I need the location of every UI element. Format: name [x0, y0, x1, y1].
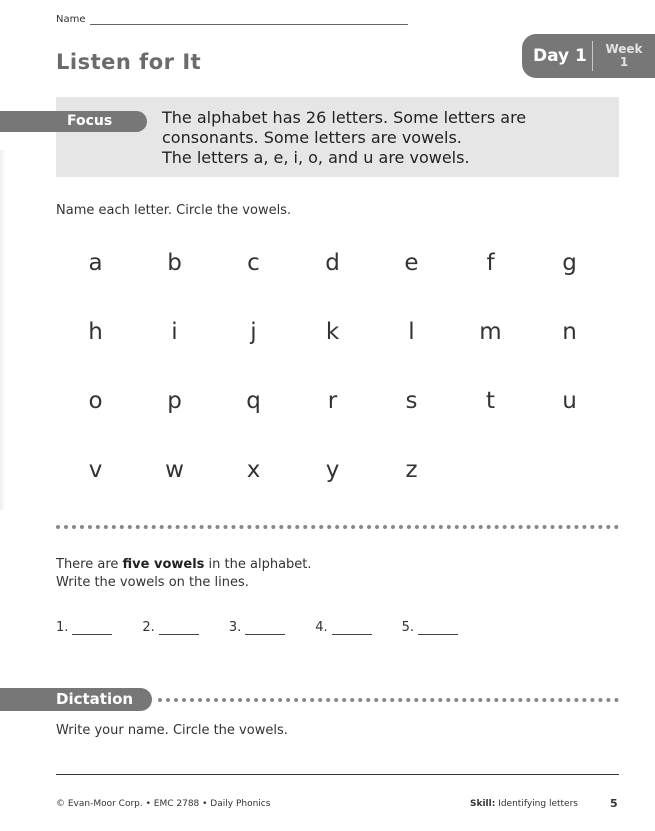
skill-label: Skill:: [470, 799, 496, 809]
blank-line[interactable]: [332, 623, 372, 635]
vowels-instruction: [56, 556, 312, 592]
dotted-divider: [158, 698, 619, 702]
vowel-blanks: [56, 620, 488, 635]
footer-publisher: © Evan-Moor Corp. • EMC 2788 • Daily Phonics: [56, 799, 271, 809]
letter[interactable]: e: [404, 250, 419, 276]
vowels-text-pre: There are: [56, 557, 123, 572]
name-writing-line[interactable]: [56, 774, 619, 775]
letter[interactable]: q: [246, 388, 261, 414]
name-field[interactable]: [56, 14, 408, 25]
letter[interactable]: r: [327, 388, 338, 414]
letter[interactable]: g: [562, 250, 577, 276]
day-label: Day 1: [533, 46, 587, 66]
letter[interactable]: m: [479, 319, 502, 345]
focus-line: The letters a, e, i, o, and u are vowels.: [162, 148, 470, 167]
vowels-bold: five vowels: [122, 557, 205, 572]
letter[interactable]: z: [405, 457, 418, 483]
letter[interactable]: k: [325, 319, 340, 345]
letter[interactable]: n: [562, 319, 577, 345]
vowel-blank[interactable]: [315, 620, 371, 635]
letter[interactable]: i: [171, 319, 178, 345]
vowels-text-post: in the alphabet.: [204, 557, 312, 572]
letter[interactable]: t: [485, 388, 496, 414]
letter[interactable]: b: [167, 250, 182, 276]
letter[interactable]: p: [167, 388, 182, 414]
week-word: Week: [605, 42, 643, 56]
letter[interactable]: o: [88, 388, 103, 414]
page-number: 5: [610, 797, 618, 810]
blank-line[interactable]: [245, 623, 285, 635]
letter[interactable]: v: [88, 457, 103, 483]
letter[interactable]: y: [325, 457, 340, 483]
blank-number: 4.: [315, 620, 328, 635]
vowel-blank[interactable]: [142, 620, 198, 635]
letter[interactable]: a: [88, 250, 103, 276]
letter[interactable]: h: [88, 319, 103, 345]
letter[interactable]: l: [408, 319, 415, 345]
blank-number: 1.: [56, 620, 69, 635]
page-edge-shadow: [0, 150, 6, 510]
blank-number: 3.: [228, 620, 242, 635]
blank-number: 5.: [401, 620, 415, 635]
letter[interactable]: w: [165, 457, 184, 483]
vowel-blank[interactable]: [56, 620, 112, 635]
vowels-line-2: Write the vowels on the lines.: [56, 575, 249, 590]
letters-instruction: Name each letter. Circle the vowels.: [56, 203, 292, 218]
letter[interactable]: c: [247, 250, 260, 276]
letter[interactable]: d: [325, 250, 340, 276]
letter[interactable]: j: [250, 319, 257, 345]
day-week-tab: [522, 34, 655, 78]
week-number: 1: [619, 55, 629, 69]
vowel-blank[interactable]: [402, 620, 458, 635]
footer-skill: [470, 799, 578, 809]
dictation-instruction: Write your name. Circle the vowels.: [56, 723, 288, 738]
letter-grid: [56, 250, 608, 526]
name-label: Name: [56, 14, 86, 25]
vowel-blank[interactable]: [229, 620, 285, 635]
focus-line: The alphabet has 26 letters. Some letters are: [162, 108, 527, 127]
letter[interactable]: f: [486, 250, 495, 276]
blank-line[interactable]: [159, 623, 199, 635]
name-line[interactable]: [90, 15, 408, 25]
skill-value: Identifying letters: [495, 799, 578, 809]
focus-line: consonants. Some letters are vowels.: [162, 128, 462, 147]
blank-line[interactable]: [418, 623, 458, 635]
blank-number: 2.: [142, 620, 155, 635]
letter[interactable]: x: [246, 457, 261, 483]
dictation-tab: Dictation: [0, 688, 152, 711]
focus-tab: Focus: [0, 111, 147, 132]
week-label: [593, 43, 655, 69]
vowels-line-1: [56, 556, 312, 574]
letter[interactable]: u: [562, 388, 577, 414]
page-title: Listen for It: [56, 50, 202, 74]
letter[interactable]: s: [405, 388, 418, 414]
focus-text: [162, 108, 612, 168]
blank-line[interactable]: [72, 623, 112, 635]
dotted-divider: [56, 525, 619, 529]
